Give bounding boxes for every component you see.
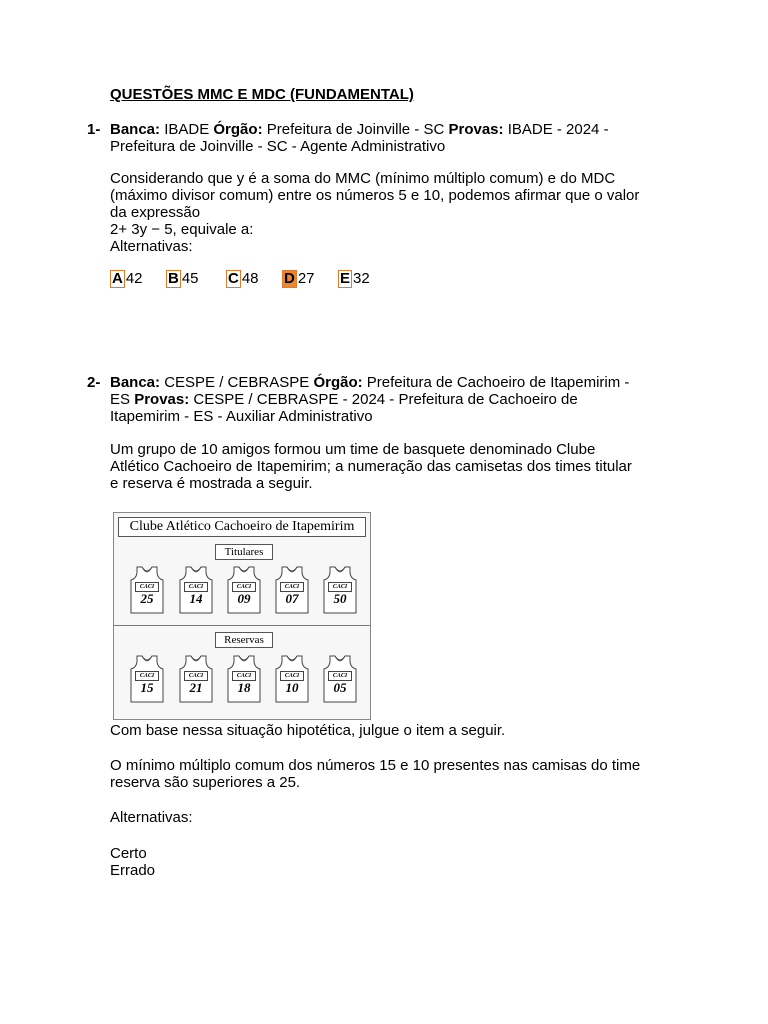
question-2-alternatives-label: Alternativas: [110,809,193,826]
titular-jersey [321,565,359,615]
question-2-header-line-3: Itapemirim - ES - Auxiliar Administrativo [110,408,373,425]
question-1-header-line-2: Prefeitura de Joinville - SC - Agente Administrativo [110,138,446,155]
reserva-jersey [321,654,359,704]
question-1-stem [110,170,670,255]
reserva-jersey [225,654,263,704]
alternative-letter[interactable]: E [340,270,351,287]
provas-value: CESPE / CEBRASPE - 2024 - Prefeitura de Cachoeiro de [193,391,578,408]
jersey-number: 07 [285,591,299,606]
alternative-value: 42 [125,270,143,287]
alternative-letter[interactable]: C [228,270,239,287]
jersey-caci-label: CACI [328,582,352,592]
alternative-value: 32 [353,270,370,287]
alternative-value: 45 [181,270,199,287]
alternative-letter-selected[interactable]: D [284,270,295,287]
page-title: QUESTÕES MMC E MDC (FUNDAMENTAL) [110,86,414,103]
titular-jersey [128,565,166,615]
jersey-number: 18 [237,680,251,695]
titular-jersey [273,565,311,615]
titular-jersey [225,565,263,615]
alternative-letter[interactable]: A [112,270,123,287]
jersey-caci-label: CACI [232,582,256,592]
banca-value: CESPE / CEBRASPE [164,374,310,391]
orgao-value: Prefeitura de Cachoeiro de Itapemirim - [366,374,630,391]
jersey-number: 50 [333,591,347,606]
jersey-number: 05 [333,680,347,695]
option-certo[interactable]: Certo [110,845,147,862]
alternatives-label: Alternativas: [110,238,193,255]
alternative-a[interactable] [110,270,143,288]
provas-label: Provas: [134,391,190,408]
reserva-jersey [273,654,311,704]
titular-jersey [177,565,215,615]
alternative-c[interactable] [226,270,259,288]
jersey-number: 10 [285,680,299,695]
jersey-number: 21 [189,680,203,695]
question-2-stem [110,441,670,492]
jerseys-figure [113,512,371,720]
stem-line: Atlético Cachoeiro de Itapemirim; a numeração das camisetas dos times titular [110,458,632,475]
alternative-value: 48 [241,270,259,287]
jersey-number: 25 [140,591,154,606]
question-1-header [110,121,670,155]
jersey-caci-label: CACI [184,671,208,681]
banca-label: Banca: [110,374,161,391]
option-errado[interactable]: Errado [110,862,156,879]
jersey-caci-label: CACI [328,671,352,681]
stem-line: (máximo divisor comum) entre os números 5 e 10, podemos afirmar que o valor [110,187,640,204]
stem-line: Um grupo de 10 amigos formou um time de basquete denominado Clube [110,441,596,458]
question-2-item [110,757,670,791]
jersey-number: 15 [140,680,154,695]
question-2-options [110,845,670,879]
question-1-number: 1- [87,121,101,138]
alternative-e[interactable] [338,270,370,288]
alternative-letter[interactable]: B [168,270,179,287]
figure-title: Clube Atlético Cachoeiro de Itapemirim [118,517,366,537]
stem-line: Considerando que y é a soma do MMC (mínimo múltiplo comum) e do MDC [110,170,616,187]
orgao-label: Órgão: [313,374,363,391]
question-2-header [110,374,670,425]
banca-label: Banca: [110,121,161,138]
reservas-label: Reservas [215,632,273,648]
titulares-label: Titulares [215,544,273,560]
jersey-caci-label: CACI [184,582,208,592]
banca-value: IBADE [164,121,210,138]
provas-value: IBADE - 2024 - [507,121,609,138]
jersey-number: 09 [237,591,251,606]
jersey-caci-label: CACI [232,671,256,681]
jersey-caci-label: CACI [135,582,159,592]
reserva-jersey [128,654,166,704]
alternative-d[interactable] [282,270,315,288]
state-value: ES [110,391,131,408]
item-line: reserva são superiores a 25. [110,774,301,791]
alternative-b[interactable] [166,270,199,288]
orgao-value: Prefeitura de Joinville - SC [266,121,445,138]
instruction-line: Com base nessa situação hipotética, julgue o item a seguir. [110,722,506,739]
stem-line: da expressão [110,204,201,221]
jersey-number: 14 [189,591,203,606]
provas-label: Provas: [448,121,504,138]
orgao-label: Órgão: [213,121,263,138]
reserva-jersey [177,654,215,704]
jersey-caci-label: CACI [280,671,304,681]
question-2-after-figure [110,722,670,739]
stem-line: 2+ 3y − 5, equivale a: [110,221,254,238]
figure-divider [114,625,370,626]
question-2-number: 2- [87,374,101,391]
item-line: O mínimo múltiplo comum dos números 15 e 10 presentes nas camisas do time [110,757,641,774]
stem-line: e reserva é mostrada a seguir. [110,475,313,492]
alternative-value: 27 [297,270,315,287]
jersey-caci-label: CACI [280,582,304,592]
jersey-caci-label: CACI [135,671,159,681]
